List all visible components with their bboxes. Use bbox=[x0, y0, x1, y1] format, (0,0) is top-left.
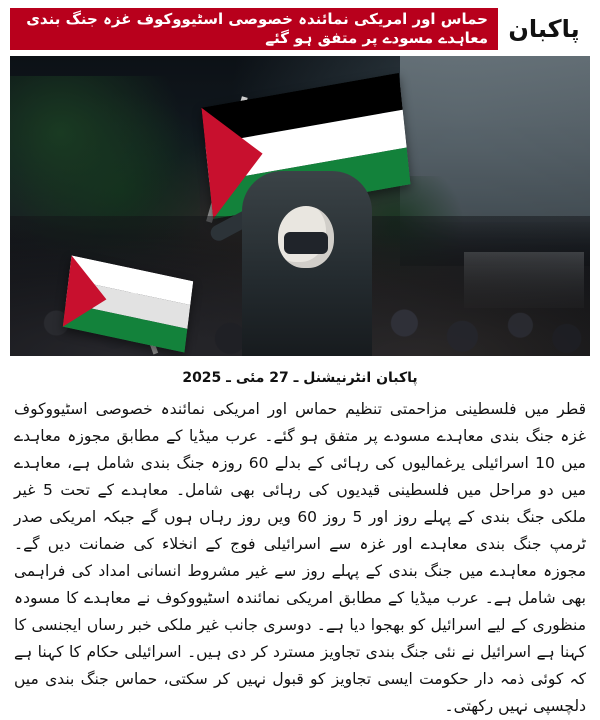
byline: پاکبان انٹرنیشنل ـ 27 مئی ـ 2025 bbox=[182, 370, 418, 386]
brand-name: پاکبان bbox=[508, 15, 580, 43]
brand-logo[interactable] bbox=[498, 8, 590, 50]
protester-head-keffiyeh bbox=[278, 206, 334, 268]
headline: حماس اور امریکی نمائندہ خصوصی اسٹیووکوف غزہ جنگ بندی معاہدے مسودے پر متفق ہو گئے bbox=[26, 10, 488, 47]
article-body: قطر میں فلسطینی مزاحمتی تنظیم حماس اور امریکی نمائندہ خصوصی اسٹیووکوف غزہ جنگ بندی معاہدے مسودے پر متفق ہو گئے۔ عرب میڈیا کے مطابق مجوزہ معاہدے میں 10 اسرائیلی یرغمالیوں کی رہائی کے بدلے 60 روزہ جنگ بندی شامل ہے، معاہدے میں دو مراحل میں فلسطینی قیدیوں کی رہائی بھی شامل۔ معاہدے کے تحت 5 غیر ملکی جنگ بندی کے پہلے روز اور 5 روز 60 ویں روز رہاں ہوں گے جبکہ امریکی صدر ٹرمپ جنگ بندی معاہدے اور غزہ سے اسرائیلی فوج کے انخلاء کی ضمانت دیں گے۔ مجوزہ معاہدے میں جنگ بندی کے پہلے روز سے غیر مشروط انسانی امداد کی فراہمی بھی شامل ہے۔ عرب میڈیا کے مطابق امریکی نمائندہ اسٹیووکوف نے معاہدے کا مسودہ منظوری کے لیے اسرائیل کو بھجوا دیا ہے۔ دوسری جانب غیر ملکی خبر رساں ایجنسی کا کہنا ہے اسرائیل نے نئی جنگ بندی تجاویز مسترد کر دی ہیں۔ اسرائیلی حکام کا کہنا ہے کہ کوئی ذمہ دار حکومت ایسی تجاویز کو قبول نہیں کر سکتی، حماس جنگ بندی میں دلچسپی نہیں رکھتی۔ bbox=[14, 400, 587, 715]
article-page bbox=[0, 8, 600, 715]
header-banner bbox=[10, 8, 590, 50]
photo-scene bbox=[10, 56, 590, 356]
article-photo bbox=[10, 56, 590, 356]
